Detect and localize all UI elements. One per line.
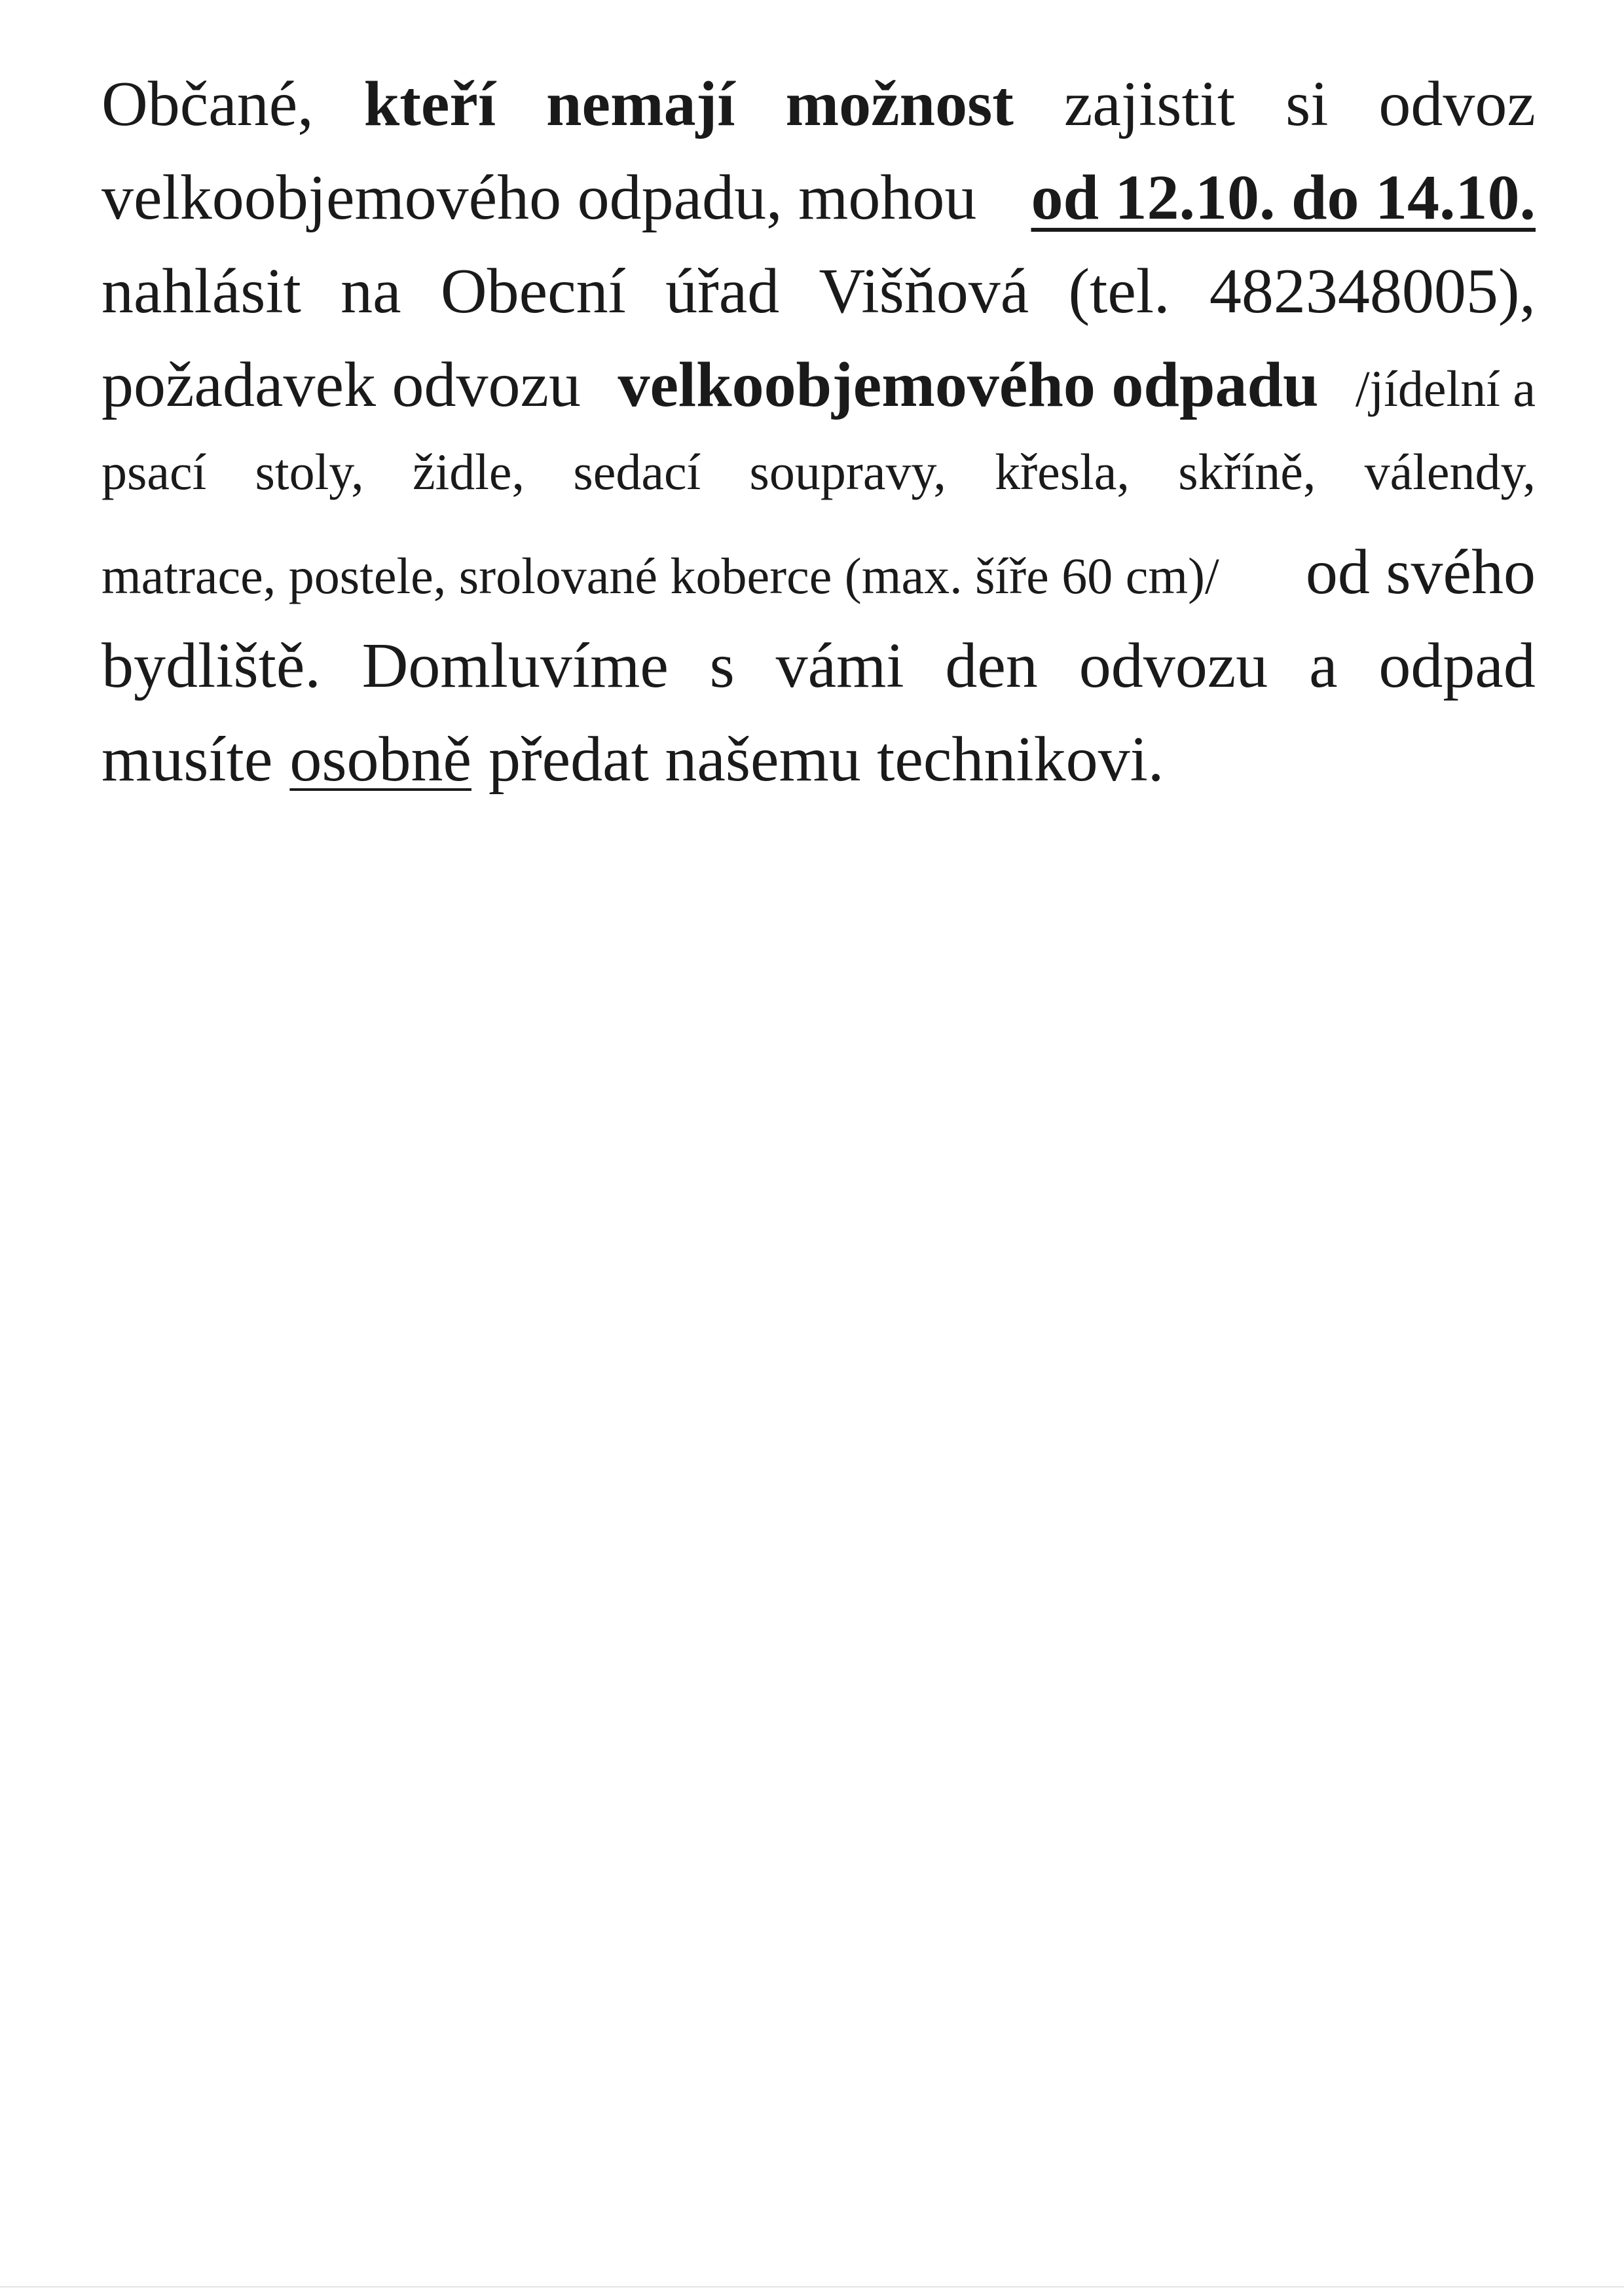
word: stoly, [255, 443, 364, 500]
text-segment: předat našemu technikovi. [488, 724, 1164, 795]
text-line-7 [101, 630, 1536, 727]
word: křesla, [995, 443, 1130, 500]
word: židle, [412, 443, 525, 500]
word: odpad [1378, 630, 1536, 701]
bold-word: nemají [546, 69, 735, 139]
text-line-3 [101, 256, 1536, 353]
word: musíte [101, 724, 273, 795]
scan-edge-line [0, 2286, 1624, 2287]
bold-word: možnost [785, 69, 1014, 139]
phone-number: 482348005), [1209, 256, 1536, 327]
word: Višňová [819, 256, 1029, 327]
word: bydliště. [101, 630, 321, 701]
text-segment: od svého [1305, 537, 1536, 608]
bold-phrase: velkoobjemového odpadu [618, 350, 1319, 420]
text-line-5 [101, 443, 1536, 540]
word: zajistit [1063, 69, 1236, 139]
date-range: od 12.10. do 14.10. [1031, 162, 1536, 233]
word: odvoz [1378, 69, 1536, 139]
text-segment: požadavek odvozu [101, 350, 581, 420]
notice-text [101, 69, 1536, 821]
bold-word: kteří [363, 69, 496, 139]
word: si [1285, 69, 1329, 139]
word: válendy, [1364, 443, 1536, 500]
word: s [709, 630, 735, 701]
text-line-2 [101, 162, 1536, 259]
underlined-word: osobně [289, 724, 471, 795]
word: vámi [775, 630, 904, 701]
word: úřad [665, 256, 780, 327]
text-segment: velkoobjemového odpadu, mohou [101, 162, 977, 233]
text-segment: /jídelní a [1355, 360, 1536, 417]
word: Domluvíme [361, 630, 669, 701]
word: Obecní [440, 256, 626, 327]
text-line-4 [101, 350, 1536, 446]
word: psací [101, 443, 207, 500]
word: skříně, [1178, 443, 1316, 500]
text-segment: matrace, postele, srolované koberce (max. šíře 60 cm)/ [101, 547, 1219, 604]
word: a [1309, 630, 1338, 701]
word: na [341, 256, 401, 327]
word: Občané, [101, 69, 314, 139]
word: den [945, 630, 1038, 701]
text-line-1 [101, 69, 1536, 166]
word: soupravy, [749, 443, 946, 500]
word: (tel. [1068, 256, 1170, 327]
word: odvozu [1079, 630, 1268, 701]
text-line-6 [101, 537, 1536, 634]
word: nahlásit [101, 256, 301, 327]
text-line-8 [101, 724, 1536, 821]
word: sedací [573, 443, 701, 500]
